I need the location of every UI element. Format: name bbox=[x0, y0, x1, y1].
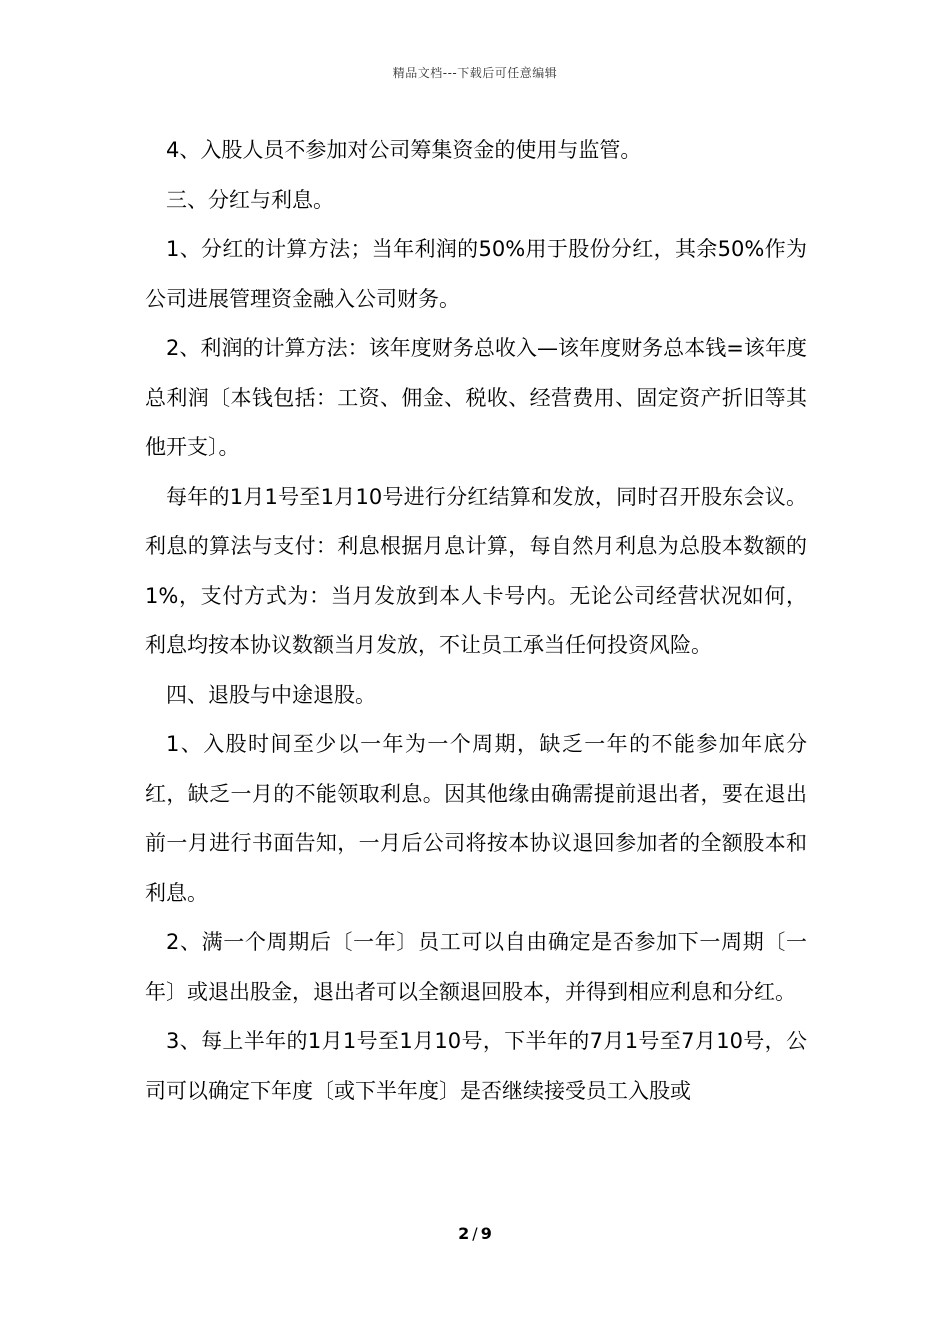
paragraph-dividend-calculation: 1、分红的计算方法；当年利润的50%用于股份分红，其余50%作为公司进展管理资金融入公司财务。 bbox=[145, 237, 807, 311]
paragraph-profit-calculation: 2、利润的计算方法：该年度财务总收入—该年度财务总本钱=该年度总利润〔本钱包括：工资、佣金、税收、经营费用、固定资产折旧等其他开支〕。 bbox=[145, 336, 807, 459]
total-pages-number: 9 bbox=[480, 1224, 492, 1243]
paragraph-withdrawal-period: 1、入股时间至少以一年为一个周期，缺乏一年的不能参加年底分红，缺乏一月的不能领取利息。因其他缘由确需提前退出者，要在退出前一月进行书面告知，一月后公司将按本协议退回参加者的全额股本和利息。 bbox=[145, 732, 807, 905]
paragraph-half-year: 3、每上半年的1月1号至1月10号，下半年的7月1号至7月10号，公司可以确定下年度〔或下半年度〕是否继续接受员工入股或 bbox=[145, 1029, 807, 1103]
paragraph-settlement-interest: 每年的1月1号至1月10号进行分红结算和发放，同时召开股东会议。利息的算法与支付：利息根据月息计算，每自然月利息为总股本数额的1%，支付方式为：当月发放到本人卡号内。无论公司经营状况如何，利息均按本协议数额当月发放，不让员工承当任何投资风险。 bbox=[145, 484, 807, 657]
paragraph-item-4: 4、入股人员不参加对公司筹集资金的使用与监管。 bbox=[166, 138, 642, 162]
page-header: 精品文档---下载后可任意编辑 bbox=[392, 66, 558, 80]
section-heading-withdrawal: 四、退股与中途退股。 bbox=[166, 682, 376, 707]
page-separator: / bbox=[472, 1224, 478, 1243]
current-page-number: 2 bbox=[458, 1224, 470, 1243]
paragraph-full-cycle: 2、满一个周期后〔一年〕员工可以自由确定是否参加下一周期〔一年〕或退出股金，退出者可以全额退回股本，并得到相应利息和分红。 bbox=[145, 930, 807, 1004]
section-heading-dividends: 三、分红与利息。 bbox=[166, 187, 334, 212]
page-number bbox=[0, 1224, 950, 1243]
document-body bbox=[145, 126, 807, 1116]
